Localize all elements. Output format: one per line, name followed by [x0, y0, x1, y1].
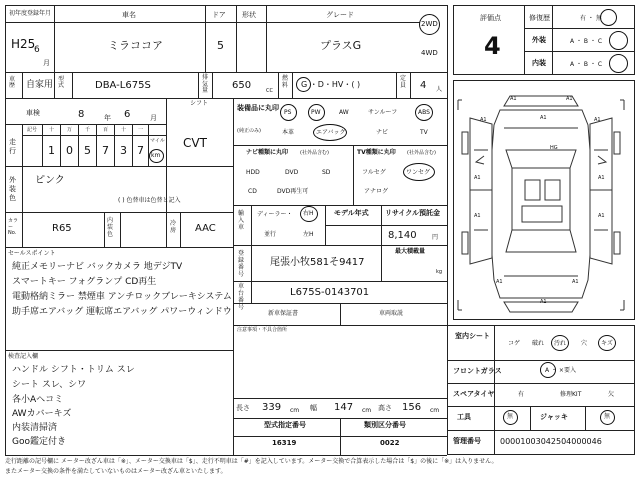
sheet-opt-burn: コゲ [508, 340, 521, 347]
cc-unit: CC [266, 88, 273, 94]
manual-label: 車両取説 [379, 310, 404, 317]
interior-grade-options: A ・ B ・ C [570, 61, 603, 68]
navi-dvd: DVD [285, 169, 299, 176]
navi-hdd: HDD [246, 169, 260, 176]
import-parallel: 並行 [264, 231, 277, 238]
mileage-digit: 7 [102, 144, 109, 157]
inspector-note-line: 内装清掃済 [12, 423, 58, 433]
length-value: 339 [262, 402, 282, 413]
warranty-label: 新車保証書 [268, 310, 299, 317]
equipment-title: 装備品に丸印 [237, 104, 279, 112]
equipment-subtitle: (純正のみ) [237, 128, 261, 134]
door-value: 5 [217, 39, 224, 52]
damage-mark: A1 [510, 96, 517, 102]
tv-oneseg: ワンセグ [406, 169, 431, 176]
mileage-digit: 3 [120, 144, 127, 157]
damage-mark: A1 [480, 117, 487, 123]
model-label: 型式 [58, 76, 65, 89]
inspector-note-line: シート スレ、シワ [12, 380, 87, 390]
color-code-label: カラー No. [8, 218, 19, 236]
height-value: 156 [402, 402, 422, 413]
mileage-header-cell: 万 [67, 127, 73, 133]
grade-value: プラスG [320, 39, 362, 52]
height-unit: cm [430, 407, 440, 414]
footer-note-2: またメーター交換の条件を満たしていないものはメーター改ざん車といたします。 [5, 468, 227, 475]
inspector-note-line: ハンドル シフト・トリム スレ [12, 365, 135, 375]
km-label: km [151, 152, 161, 159]
exterior-color-value: ピンク [35, 175, 65, 186]
spare-tire-label: スペアタイヤ [453, 390, 495, 398]
equip-sunroof: サンルーフ [368, 109, 398, 116]
damage-mark: HG [550, 145, 558, 151]
fuel-label: 燃料 [282, 75, 289, 89]
interior-grade-label: 内装 [532, 59, 546, 67]
mileage-header-cell: 記号 [27, 127, 38, 133]
expiry-label: 車検 [26, 109, 40, 117]
navi-dvd-play: DVD再生可 [277, 188, 309, 195]
color-code-value: R65 [52, 223, 72, 234]
fuel-options: G ・D・HV・( ) [301, 80, 361, 89]
car-name-value: ミラココア [108, 39, 163, 52]
exterior-grade-options: A ・ B ・ C [570, 38, 603, 45]
capacity-value: 4 [420, 80, 427, 91]
sales-point-line: 助手席エアバッグ 運転席エアバッグ パワーウィンドウ [12, 307, 232, 317]
yen-unit: 円 [432, 234, 439, 241]
person-unit: 人 [436, 86, 443, 93]
reg-label: 車歴 [9, 76, 16, 89]
class-label: 類別区分番号 [364, 421, 406, 429]
drive-4wd: 4WD [421, 49, 438, 57]
sales-points-label: セールスポイント [8, 250, 56, 257]
mileage-header-cell: 十 [49, 127, 55, 133]
import-left: 左H [303, 231, 314, 238]
inspector-note-line: 各小Aヘコミ [12, 395, 64, 405]
mileage-header-cell: 一 [138, 127, 144, 133]
score-value: 4 [484, 32, 501, 60]
tv-fullseg: フルセグ [362, 169, 386, 176]
displacement-label: 排気量 [202, 74, 209, 95]
damage-mark: A1 [474, 213, 481, 219]
reg-year-value: H25 [11, 37, 36, 51]
grade-label: グレード [326, 11, 354, 19]
tv-type-sub: (社外品含む) [407, 150, 436, 156]
drive-2wd: 2WD [421, 20, 438, 28]
import-label: 輸入車 [238, 210, 245, 232]
sales-point-line: 純正メモリーナビ バックカメラ 地デジTV [12, 262, 183, 272]
mileage-label: 走行 [9, 138, 16, 156]
model-value: DBA-L675S [95, 80, 151, 91]
navi-type-sub: (社外品含む) [300, 150, 329, 156]
shift-label: シフト [190, 100, 209, 107]
jack-label: ジャッキ [540, 413, 568, 421]
sheet-opt-stain: 汚れ [554, 340, 567, 347]
registration-number: 尾張小牧581そ9417 [270, 257, 365, 268]
expiry-month-unit: 月 [150, 114, 157, 122]
mileage-header-cell: 百 [103, 127, 109, 133]
equip-pw: PW [311, 109, 321, 116]
tv-analog: アナログ [364, 188, 389, 195]
exterior-grade-label: 外装 [532, 36, 546, 44]
equip-ps: PS [284, 109, 292, 116]
import-dealer: ディーラー・ [257, 211, 293, 218]
damage-mark: A1 [594, 117, 601, 123]
width-label: 幅 [310, 404, 317, 412]
damage-mark: A1 [572, 279, 579, 285]
sheet-opt-tear: 破れ [532, 340, 545, 347]
width-value: 147 [334, 402, 354, 413]
navi-sd: SD [322, 169, 331, 176]
navi-type-title: ナビ種類に丸印 [246, 149, 289, 156]
navi-cd: CD [248, 188, 257, 195]
reg-month-value: 6 [34, 45, 40, 55]
usage-value: 自家用 [26, 80, 54, 90]
notes-label: 注意事項・不具合箇所 [237, 327, 288, 333]
cooler-value: AAC [195, 223, 216, 234]
class-value: 0022 [380, 439, 400, 447]
kg-unit: kg [436, 269, 443, 275]
equip-tv: TV [420, 129, 428, 136]
inspector-note-line: AWカバーキズ [12, 409, 72, 419]
damage-mark: A1 [474, 175, 481, 181]
capacity-label: 定員 [400, 75, 407, 89]
width-unit: cm [362, 407, 372, 414]
tools-label: 工具 [457, 413, 471, 421]
inspector-notes-label: 検査記入欄 [8, 353, 39, 360]
mileage-digit: 1 [48, 144, 55, 157]
tv-type-title: TV種類に丸印 [357, 149, 396, 156]
tools-value: 無 [507, 413, 514, 420]
mileage-digit: 0 [66, 144, 73, 157]
damage-mark: A1 [540, 115, 547, 121]
length-label: 長さ [236, 404, 250, 412]
equip-navi: ナビ [376, 129, 389, 136]
vin-value: L675S-0143701 [290, 287, 370, 298]
damage-mark: A1 [598, 213, 605, 219]
length-unit: cm [290, 407, 300, 414]
damage-mark: A1 [566, 96, 573, 102]
spare-opt-yes: 有 [518, 391, 525, 398]
cooler-label: 冷房 [170, 220, 177, 235]
cert-value: 16319 [272, 439, 297, 447]
registration-label: 登録番号 [238, 250, 245, 278]
inspector-note-line: Goo鑑定付き [12, 437, 66, 447]
mileage-header-cell: 千 [85, 127, 91, 133]
recycle-label: リサイクル預託金 [385, 209, 441, 217]
sheet-opt-hole: 穴 [581, 340, 588, 347]
management-number-label: 管理番号 [453, 437, 481, 445]
interior-color-label: 内装色 [107, 217, 114, 239]
expiry-year: 8 [78, 109, 85, 120]
door-label: ドア [212, 11, 226, 19]
jack-value: 無 [604, 413, 611, 420]
damage-mark: A1 [496, 279, 503, 285]
sales-point-line: スマートキー フォグランプ CD再生 [12, 277, 157, 287]
cert-label: 型式指定番号 [264, 421, 306, 429]
score-label: 評価点 [480, 14, 501, 22]
reg-month-unit: 月 [43, 59, 50, 67]
sheet-opt-scratch: キズ [601, 340, 613, 347]
mile-label: マイル [150, 138, 165, 144]
color-change-note: ( ) 色替車は色替と記入 [118, 197, 181, 204]
expiry-year-unit: 年 [104, 114, 111, 122]
damage-mark: A1 [540, 299, 547, 305]
import-right: 右H [303, 210, 314, 217]
damage-mark: A1 [598, 175, 605, 181]
shift-value: CVT [183, 136, 207, 150]
equip-airbag: エアバッグ [316, 129, 346, 136]
equip-abs: ABS [418, 109, 430, 116]
car-name-label: 車名 [122, 11, 136, 19]
mileage-digit: 5 [84, 144, 91, 157]
max-load-label: 最大積載量 [395, 248, 426, 255]
repair-history-label: 修復歴 [529, 14, 550, 22]
exterior-color-label: 外装色 [9, 176, 16, 203]
mileage-header-cell: 十 [121, 127, 127, 133]
windshield-options: A ・ ×要入 [545, 367, 576, 374]
footer-note-1: 走行距離の記号欄に メーター改ざん車は「※」、メーター交換車は「$」、走行不明車は「#」を記入しています。メーター交換で合算表示した場合は「$」の後に「※」は入りません。 [5, 458, 498, 465]
windshield-label: フロントガラス [453, 367, 502, 375]
expiry-month: 6 [124, 109, 131, 120]
spare-opt-none: 欠 [608, 391, 615, 398]
sales-point-line: 電動格納ミラー 禁煙車 アンチロックブレーキシステム [12, 292, 232, 302]
shape-label: 形状 [242, 11, 256, 19]
vin-label: 車台番号 [238, 283, 245, 311]
mileage-digit: 7 [137, 144, 144, 157]
model-year-label: モデル年式 [334, 209, 369, 217]
repair-history-options: 有 ・ 無 [580, 15, 602, 22]
equip-leather: 本革 [282, 129, 295, 136]
spare-opt-kit: 修理KIT [560, 391, 582, 398]
interior-sheet-label: 室内シート [455, 332, 490, 340]
recycle-value: 8,140 [388, 230, 417, 241]
management-number: 00001003042504000046 [500, 437, 602, 446]
reg-year-label: 初年度登録年月 [9, 10, 52, 17]
displacement-value: 650 [232, 80, 252, 91]
height-label: 高さ [378, 404, 392, 412]
equip-aw: AW [339, 109, 349, 116]
